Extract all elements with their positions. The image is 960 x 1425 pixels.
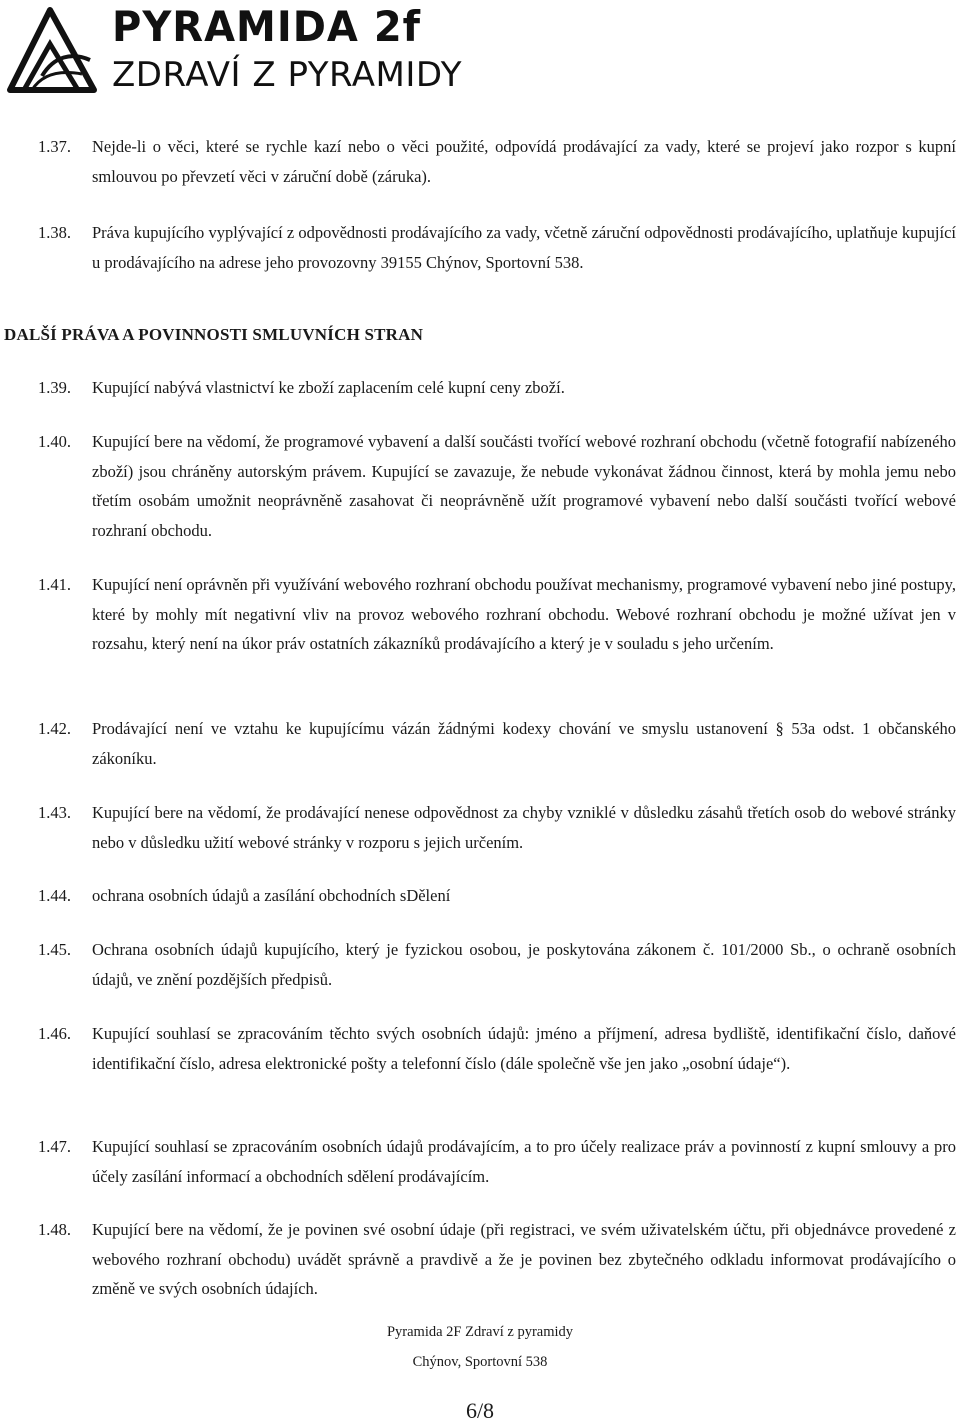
clause-text: Kupující nabývá vlastnictví ke zboží zaplacením celé kupní ceny zboží. xyxy=(92,378,565,397)
clause-1-38 xyxy=(0,218,960,277)
clause-1-37 xyxy=(0,132,960,191)
clause-number: 1.38. xyxy=(38,223,71,242)
clause-number: 1.39. xyxy=(38,378,71,397)
clause-1-39 xyxy=(0,373,960,403)
clause-number: 1.40. xyxy=(38,432,71,451)
clause-text: Kupující souhlasí se zpracováním osobních údajů prodávajícím, a to pro účely realizace práv a povinností z kupní smlouvy a pro účely zasílání informací a obchodních sdělení prodávajícím. xyxy=(92,1137,956,1186)
clause-text: Kupující bere na vědomí, že prodávající nenese odpovědnost za chyby vzniklé v důsledku zásahů třetích osob do webové stránky nebo v důsledku užití webové stránky v rozporu s jejich určením. xyxy=(92,803,956,852)
clause-number: 1.47. xyxy=(38,1137,71,1156)
page-header xyxy=(0,0,960,105)
clause-text: Ochrana osobních údajů kupujícího, který je fyzickou osobou, je poskytována zákonem č. 101/2000 Sb., o ochraně osobních údajů, ve znění pozdějších předpisů. xyxy=(92,940,956,989)
clause-text: ochrana osobních údajů a zasílání obchodních sDělení xyxy=(92,886,451,905)
page-number: 6/8 xyxy=(465,1398,495,1423)
clause-1-43 xyxy=(0,798,960,857)
pyramid-logo-icon xyxy=(2,4,102,96)
clause-text: Prodávající není ve vztahu ke kupujícímu vázán žádnými kodexy chování ve smyslu ustanovení § 53a odst. 1 občanského zákoníku. xyxy=(92,719,956,768)
clause-text: Kupující bere na vědomí, že je povinen své osobní údaje (při registraci, ve svém uživatelském účtu, při objednávce provedené z webového rozhraní obchodu) uvádět správně a pravdivě a že je povinen bez zbytečného odkladu informovat prodávajícího o změně ve svých osobních údajích. xyxy=(92,1220,956,1298)
footer-company: Pyramida 2F Zdraví z pyramidy xyxy=(386,1324,574,1340)
clause-number: 1.42. xyxy=(38,719,71,738)
clause-number: 1.44. xyxy=(38,886,71,905)
clause-1-46 xyxy=(0,1019,960,1078)
clause-1-47 xyxy=(0,1132,960,1191)
section-heading: DALŠÍ PRÁVA A POVINNOSTI SMLUVNÍCH STRAN xyxy=(4,325,424,344)
clause-number: 1.46. xyxy=(38,1024,71,1043)
clause-1-45 xyxy=(0,935,960,994)
clause-text: Nejde-li o věci, které se rychle kazí nebo o věci použité, odpovídá prodávající za vady, které se projeví jako rozpor s kupní smlouvou po převzetí věci v záruční době (záruka). xyxy=(92,137,956,186)
clause-number: 1.41. xyxy=(38,575,71,594)
clause-1-41 xyxy=(0,570,960,659)
clause-text: Kupující bere na vědomí, že programové vybavení a další součásti tvořící webové rozhraní obchodu (včetně fotografií nabízeného zboží) jsou chráněny autorským právem. Kupující se zavazuje, že nebude vykonávat žádnou činnost, která by mohla jemu nebo třetím osobám umožnit neoprávněně zasahovat či neoprávněně užít programové vybavení nebo další součásti tvořící webové rozhraní obchodu. xyxy=(92,432,956,540)
clause-number: 1.43. xyxy=(38,803,71,822)
clause-number: 1.48. xyxy=(38,1220,71,1239)
clause-1-40 xyxy=(0,427,960,545)
clause-text: Kupující souhlasí se zpracováním těchto svých osobních údajů: jméno a příjmení, adresa bydliště, identifikační číslo, daňové identifikační číslo, adresa elektronické pošty a telefonní číslo (dále společně vše jen jako „osobní údaje“). xyxy=(92,1024,956,1073)
footer-address: Chýnov, Sportovní 538 xyxy=(412,1354,548,1370)
clause-1-44 xyxy=(0,881,960,911)
brand-name: PYRAMIDA 2f xyxy=(112,2,422,52)
clause-1-48 xyxy=(0,1215,960,1304)
clause-number: 1.45. xyxy=(38,940,71,959)
brand-tagline: ZDRAVÍ Z PYRAMIDY xyxy=(112,55,462,95)
clause-1-42 xyxy=(0,714,960,773)
clause-number: 1.37. xyxy=(38,137,71,156)
clause-text: Kupující není oprávněn při využívání webového rozhraní obchodu používat mechanismy, programové vybavení nebo jiné postupy, které by mohly mít negativní vliv na provoz webového rozhraní obchodu. Webové rozhraní obchodu je možné užívat jen v rozsahu, který není na úkor práv ostatních zákazníků prodávajícího a který je v souladu s jeho určením. xyxy=(92,575,956,653)
clause-text: Práva kupujícího vyplývající z odpovědnosti prodávajícího za vady, včetně záruční odpovědnosti prodávajícího, uplatňuje kupující u prodávajícího na adrese jeho provozovny 39155 Chýnov, Sportovní 538. xyxy=(92,223,956,272)
